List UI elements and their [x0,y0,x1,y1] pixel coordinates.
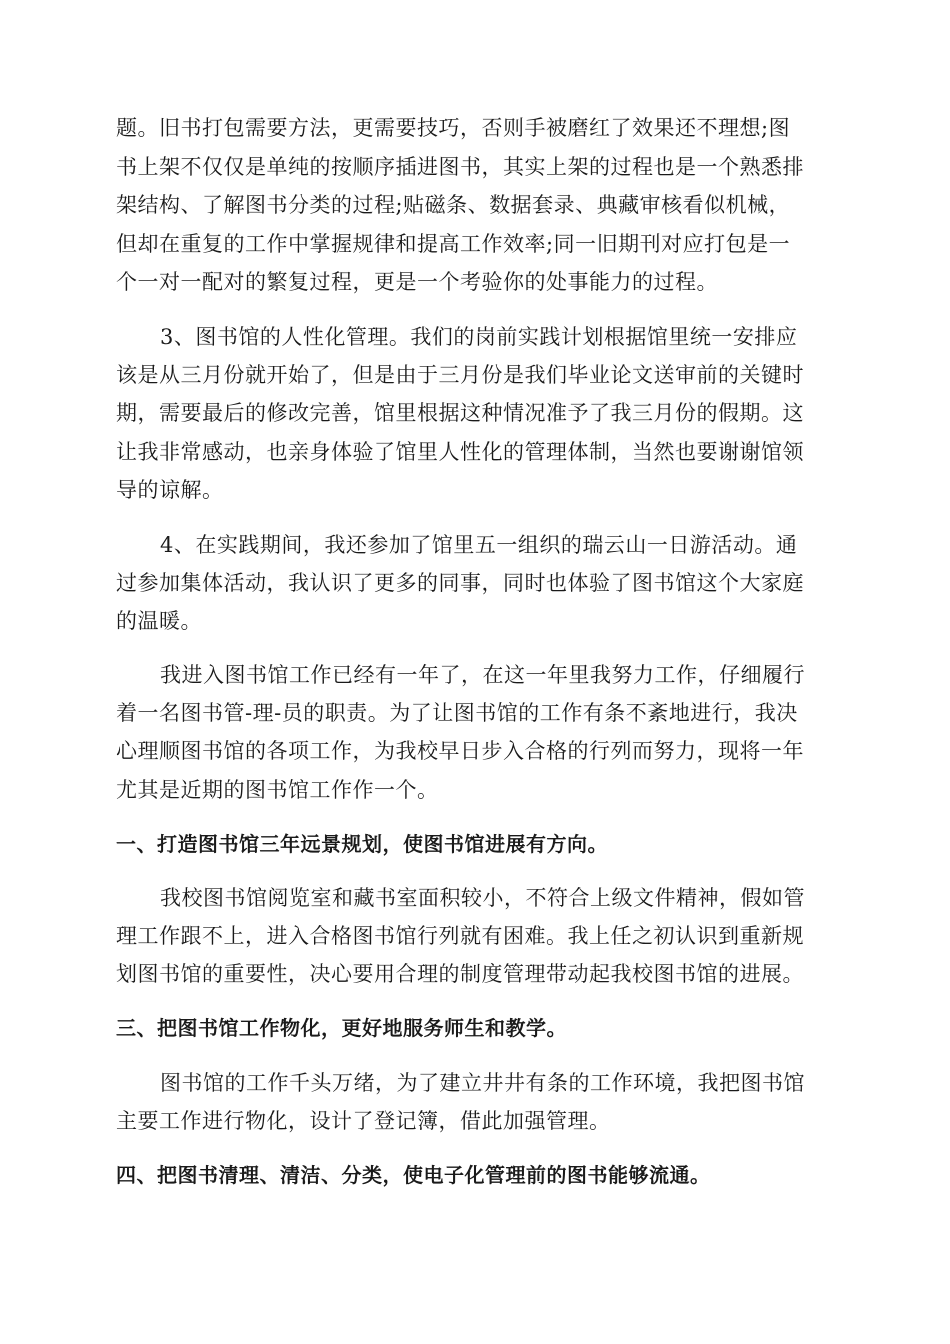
text-line: 个一对一配对的繁复过程，更是一个考验你的处事能力的过程。 [116,270,718,294]
text-line: 但却在重复的工作中掌握规律和提高工作效率;同一旧期刊对应打包是一 [116,232,791,256]
text-line: 的温暖。 [116,609,202,633]
text-line: 书上架不仅仅是单纯的按顺序插进图书，其实上架的过程也是一个熟悉排 [116,155,804,179]
text-line: 导的谅解。 [116,478,224,502]
section-heading: 一、打造图书馆三年远景规划，使图书馆进展有方向。 [116,832,608,856]
text-line: 让我非常感动，也亲身体验了馆里人性化的管理体制，当然也要谢谢馆领 [116,440,804,464]
text-line: 图书馆的工作千头万绪，为了建立井井有条的工作环境，我把图书馆 [160,1071,805,1095]
text-line: 架结构、了解图书分类的过程;贴磁条、数据套录、典藏审核看似机械， [116,193,791,217]
text-line: 划图书馆的重要性，决心要用合理的制度管理带动起我校图书馆的进展。 [116,962,804,986]
text-line: 尤其是近期的图书馆工作作一个。 [116,778,439,802]
text-line: 我进入图书馆工作已经有一年了，在这一年里我努力工作，仔细履行 [160,663,805,687]
text-line: 过参加集体活动，我认识了更多的同事，同时也体验了图书馆这个大家庭 [116,571,804,595]
text-line: 期，需要最后的修改完善，馆里根据这种情况准予了我三月份的假期。这 [116,401,804,425]
text-line: 3、图书馆的人性化管理。我们的岗前实践计划根据馆里统一安排应 [160,325,798,349]
text-line: 理工作跟不上，进入合格图书馆行列就有困难。我上任之初认识到重新规 [116,924,804,948]
text-line: 心理顺图书馆的各项工作，为我校早日步入合格的行列而努力，现将一年 [116,739,804,763]
text-line: 题。旧书打包需要方法，更需要技巧，否则手被磨红了效果还不理想;图 [116,116,791,140]
text-line: 我校图书馆阅览室和藏书室面积较小，不符合上级文件精神，假如管 [160,886,805,910]
text-line: 4、在实践期间，我还参加了馆里五一组织的瑞云山一日游活动。通 [160,533,798,557]
section-heading: 三、把图书馆工作物化，更好地服务师生和教学。 [116,1016,567,1040]
text-line: 着一名图书管-理-员的职责。为了让图书馆的工作有条不紊地进行，我决 [116,701,798,725]
text-line: 该是从三月份就开始了，但是由于三月份是我们毕业论文送审前的关键时 [116,363,804,387]
section-heading: 四、把图书清理、清洁、分类，使电子化管理前的图书能够流通。 [116,1163,711,1187]
text-line: 主要工作进行物化，设计了登记簿，借此加强管理。 [116,1109,611,1133]
